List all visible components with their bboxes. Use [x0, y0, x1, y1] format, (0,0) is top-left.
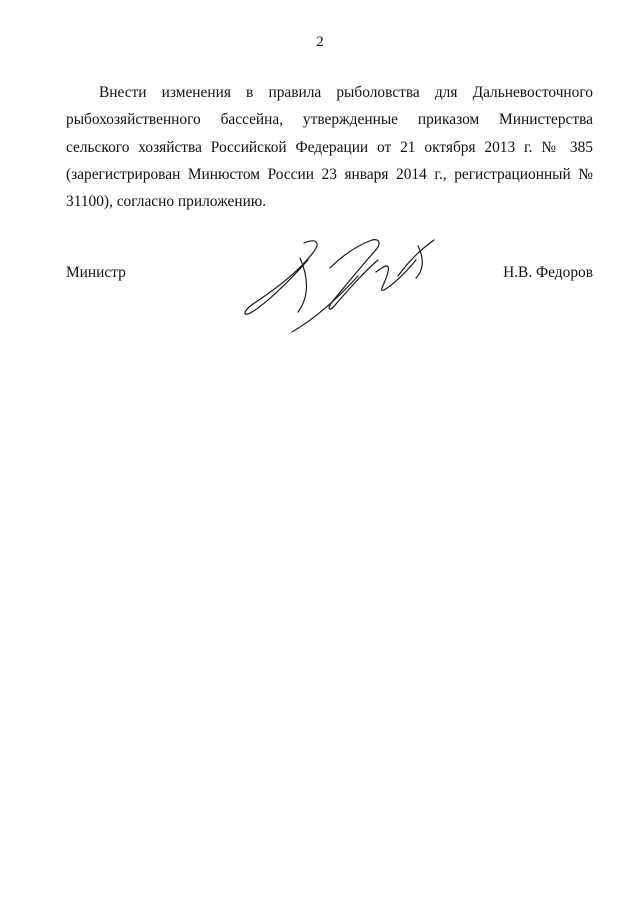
- handwritten-signature: [238, 232, 438, 337]
- signatory-title: Министр: [66, 264, 126, 281]
- body-paragraph: Внести изменения в правила рыболовства для Дальневосточного рыбохозяйственного бассейна, утвержденные приказом Министерства сельского хозяйства Российской Федерации от 21 октября 2013 г. № 385 (зарегистрирован Минюстом России 23 января 2014 г., регистрационный № 31100), согласно приложению.: [66, 84, 593, 211]
- page-number: 2: [316, 34, 324, 50]
- signatory-name: Н.В. Федоров: [503, 264, 593, 281]
- signature-stroke: [376, 260, 416, 290]
- signature-stroke: [292, 276, 358, 332]
- signature-stroke: [398, 240, 434, 276]
